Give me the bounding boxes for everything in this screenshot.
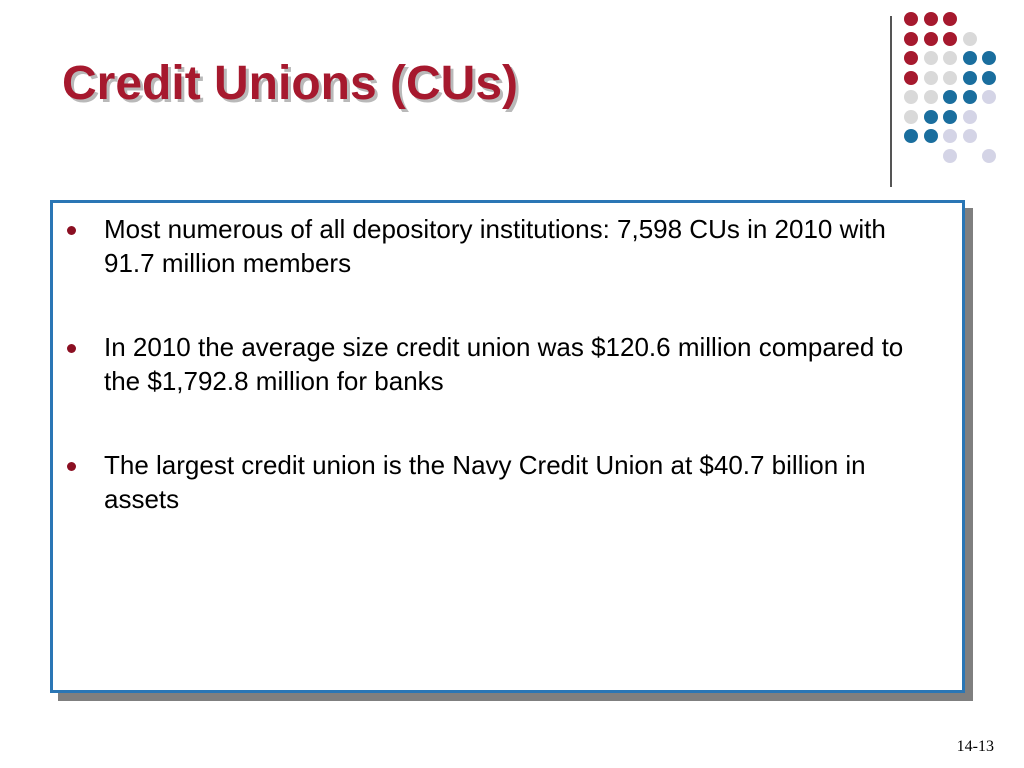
decorative-dot [924, 90, 938, 104]
bullet-dot-icon [67, 226, 76, 235]
bullet-dot-icon [67, 344, 76, 353]
decorative-dot [943, 149, 957, 163]
decorative-dot [943, 90, 957, 104]
decorative-dot [982, 51, 996, 65]
decorative-dot [943, 51, 957, 65]
decorative-dot [963, 129, 977, 143]
decorative-dot [904, 71, 918, 85]
content-box [50, 200, 965, 693]
decorative-dot [943, 12, 957, 26]
bullet-dot-icon [67, 462, 76, 471]
decorative-dot-grid [904, 12, 1014, 172]
bullet-text: In 2010 the average size credit union was $120.6 million compared to the $1,792.8 million for banks [104, 332, 904, 396]
decorative-dot [963, 32, 977, 46]
decorative-dot [924, 51, 938, 65]
bullet-text: The largest credit union is the Navy Credit Union at $40.7 billion in assets [104, 450, 866, 514]
decorative-dot [924, 12, 938, 26]
decorative-dot [963, 110, 977, 124]
slide-title: Credit Unions (CUs) [62, 57, 518, 110]
bullet-list [67, 212, 927, 566]
decorative-dot [904, 110, 918, 124]
bullet-item [67, 448, 927, 516]
bullet-text: Most numerous of all depository institutions: 7,598 CUs in 2010 with 91.7 million members [104, 214, 886, 278]
decorative-dot [924, 129, 938, 143]
decorative-dot [943, 110, 957, 124]
decorative-dot [943, 32, 957, 46]
decorative-dot [904, 32, 918, 46]
bullet-item [67, 330, 927, 398]
decorative-dot [982, 71, 996, 85]
page-number: 14-13 [956, 738, 994, 755]
decorative-dot [963, 90, 977, 104]
decorative-dot [904, 129, 918, 143]
decorative-dot [924, 110, 938, 124]
decorative-dot [982, 90, 996, 104]
decorative-dot [904, 90, 918, 104]
decorative-dot [904, 12, 918, 26]
decorative-dot [943, 129, 957, 143]
decorative-dot [904, 51, 918, 65]
decorative-dot [982, 149, 996, 163]
decorative-dot [924, 71, 938, 85]
decorative-dot [963, 71, 977, 85]
decorative-dot [963, 51, 977, 65]
bullet-item [67, 212, 927, 280]
title-divider-line [890, 16, 892, 187]
decorative-dot [943, 71, 957, 85]
decorative-dot [924, 32, 938, 46]
